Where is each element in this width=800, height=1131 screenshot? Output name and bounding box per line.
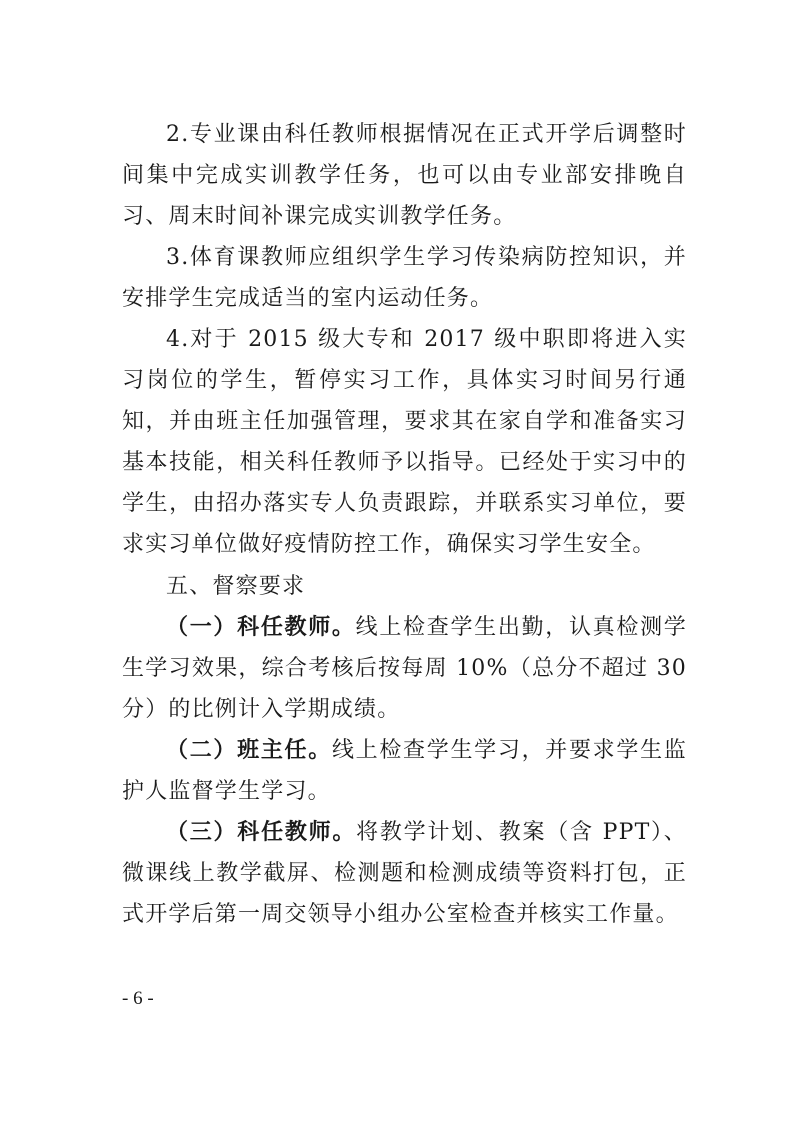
- supervision-item-3-title: （三）科任教师。: [166, 819, 357, 845]
- supervision-item-3: [122, 812, 687, 935]
- section-heading-supervision: 五、督察要求: [166, 574, 306, 599]
- paragraph-item-2: 2.专业课由科任教师根据情况在正式开学后调整时间集中完成实训教学任务，也可以由专业部安排晚自习、周末时间补课完成实训教学任务。: [122, 122, 687, 229]
- supervision-item-3-text: 将教学计划、教案（含 PPT）、微课线上教学截屏、检测题和检测成绩等资料打包，正式开学后第一周交领导小组办公室检查并核实工作量。: [122, 820, 687, 927]
- supervision-item-2-title: （二）班主任。: [166, 737, 332, 763]
- supervision-item-1-text: 线上检查学生出勤，认真检测学生学习效果，综合考核后按每周 10%（总分不超过 30 分）的比例计入学期成绩。: [122, 615, 687, 722]
- supervision-item-1: [122, 607, 687, 730]
- supervision-item-2: [122, 730, 687, 812]
- paragraph-item-4: 4.对于 2015 级大专和 2017 级中职即将进入实习岗位的学生，暂停实习工作，具体实习时间另行通知，并由班主任加强管理，要求其在家自学和准备实习基本技能，相关科任教师予以指导。已经处于实习中的学生，由招办落实专人负责跟踪，并联系实习单位，要求实习单位做好疫情防控工作，确保实习学生安全。: [122, 327, 687, 557]
- supervision-item-1-title: （一）科任教师。: [166, 614, 356, 640]
- supervision-item-2-text: 线上检查学生学习，并要求学生监护人监督学生学习。: [122, 738, 687, 804]
- paragraph-item-3: 3.体育课教师应组织学生学习传染病防控知识，并安排学生完成适当的室内运动任务。: [122, 245, 687, 311]
- page-number: - 6 -: [122, 988, 154, 1009]
